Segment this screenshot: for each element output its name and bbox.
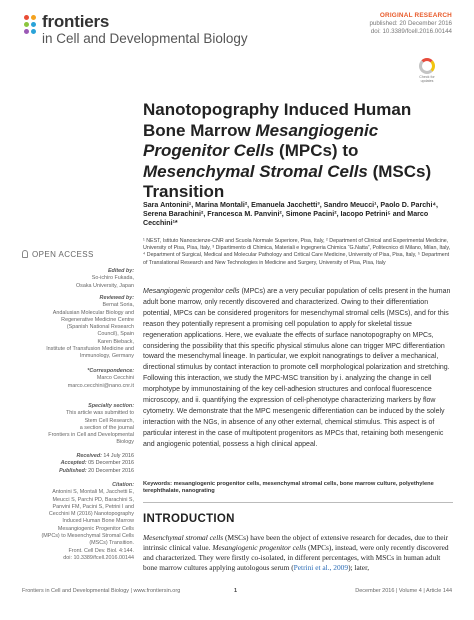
edited-by: Edited by: So-ichiro Fukada, Osaka University, Japan xyxy=(22,268,134,290)
keywords: Keywords: mesangiogenic progenitor cells, mesenchymal stromal cells, bone marrow culture, polyethylene terephthalate, nanograting xyxy=(143,481,434,495)
accepted-date: Accepted: 05 December 2016 xyxy=(60,460,134,467)
footer-issue-info: December 2016 | Volume 4 | Article 144 xyxy=(355,588,452,594)
specialty-section: Specialty section: This article was submitted to Stem Cell Research, a section of the journal Frontiers in Cell and Developmental Biology xyxy=(48,403,134,446)
section-divider xyxy=(143,502,453,503)
citation: Citation: Antonini S, Montali M, Jacchetti E, Meucci S, Parchi PD, Barachini S, Panvini FM, Pacini S, Petrini I and Cecchini M (2016) Nanotopography Induced Human Bone Marrow Mesangiogenic Progenitor Cells (MPCs) to Mesenchymal Stromal Cells (MSCs) Transition. Front. Cell Dev. Biol. 4:144. doi: 10.3389/fcell.2016.00144 xyxy=(22,482,134,562)
received-date: Received: 14 July 2016 xyxy=(76,453,134,459)
crossmark-icon xyxy=(419,58,435,74)
affiliations: ¹ NEST, Istituto Nanoscienze-CNR and Scuola Normale Superiore, Pisa, Italy, ² Department of Clinical and Experimental Medicine, University of Pisa, Pisa, Italy, ³ Dipartimento di Chimica, Materiali e Ingegneria Chimica “G.Natta”, Politecnico di Milano, Milan, Italy, ⁴ Department of Surgical, Medical and Molecular Pathology and Critical Care Medicine, University of Pisa, Pisa, Italy, ⁵ Department of Translational Research and New Technologies in Medicine and Surgery, University of Pisa, Pisa, Italy xyxy=(143,238,451,266)
introduction-heading: INTRODUCTION xyxy=(143,513,235,525)
author-list[interactable]: Sara Antonini¹, Marina Montali², Emanuela Jacchetti³, Sandro Meucci¹, Paolo D. Parchi⁴, Serena Barachini², Francesca M. Panvini², Simone Pacini², Iacopo Petrini⁵ and Marco Cecchini¹* xyxy=(143,201,438,228)
publisher-name: frontiers xyxy=(42,12,110,31)
frontiers-logo-icon xyxy=(22,15,42,43)
abstract: Mesangiogenic progenitor cells (MPCs) are a very peculiar population of cells present in the human adult bone marrow, only recently discovered and characterized. Owing to their differentiation potential, MPCs can be considered progenitors for mesenchymal stromal cells (MSCs), and for this reason they potentially represent a promising cell population to apply for skeletal tissue regeneration applications. Here, we evaluate the effects of surface nanotopography on MPCs, considering the possibility that this specific physical stimulus alone can trigger MPC differentiation toward the mesenchymal lineage. In particular, we exploit nanogratings to deliver a mechanical, directional stimulus by contact interaction to promote cell morphological polarization and stretching. Following this interaction, we study the MPC-MSC transition by i. analyzing the change in cell morphotype by immunostaining of the key cell-adhesion structures and confocal fluorescence microscopy, and ii. quantifying the expression of cell-phenotype characterizing markers by flow cytometry. We demonstrate that the MPC mesengenic differentiation can be induced by the solely interaction with the NGs, in absence of any other external, chemical stimulus. This aspect is of particular interest in the case of multipotent progenitors as MPCs that, retaining both mesengenic and angiogenic potential, possess a high clinical appeal. xyxy=(143,288,451,448)
footer-journal-link[interactable]: Frontiers in Cell and Developmental Biology | www.frontiersin.org xyxy=(22,588,181,594)
introduction-text: Mesenchymal stromal cells (MSCs) have been the object of extensive research for decades, due to their intrinsic clinical value. Mesangiogenic progenitor cells (MPCs), instead, were only recently discovered and characterized. They were firstly co-isolated, in different percentages, with MSCs in human adult bone marrow cultures applying autologous serum (Petrini et al., 2009); later, xyxy=(143,533,449,573)
article-dates xyxy=(22,453,134,475)
citation-text[interactable]: Antonini S, Montali M, Jacchetti E, Meucci S, Parchi PD, Barachini S, Panvini FM, Pacini S, Petrini I and Cecchini M (2016) Nanotopography Induced Human Bone Marrow Mesangiogenic Progenitor Cells (MPCs) to Mesenchymal Stromal Cells (MSCs) Transition. Front. Cell Dev. Biol. 4:144. doi: 10.3389/fcell.2016.00144 xyxy=(41,489,134,561)
correspondence: *Correspondence: Marco Cecchini marco.cecchini@nano.cnr.it xyxy=(22,368,134,390)
article-title: Nanotopography Induced Human Bone Marrow Mesangiogenic Progenitor Cells (MPCs) to Mesenchymal Stromal Cells (MSCs) Transition xyxy=(143,100,432,201)
article-type: ORIGINAL RESEARCH xyxy=(379,12,452,19)
published-date: published: 20 December 2016 xyxy=(369,20,452,27)
editor-name[interactable]: So-ichiro Fukada, Osaka University, Japan xyxy=(75,275,134,289)
published-date-sidebar: Published: 20 December 2016 xyxy=(59,467,134,474)
citation-link[interactable]: Petrini et al., 2009 xyxy=(293,563,349,573)
journal-logo[interactable] xyxy=(22,12,282,52)
correspondence-email[interactable]: Marco Cecchini marco.cecchini@nano.cnr.it xyxy=(67,375,134,389)
reviewer-names[interactable]: Bernat Soria, Andalusian Molecular Biology and Regenerative Medicine Centre (Spanish National Research Council), Spain Karen Bieback, Institute of Transfusion Medicine and Immunology, Germany xyxy=(46,302,134,360)
journal-name: in Cell and Developmental Biology xyxy=(42,31,248,46)
open-lock-icon xyxy=(22,250,28,258)
page-number: 1 xyxy=(234,588,238,594)
open-access-badge: OPEN ACCESS xyxy=(22,250,134,259)
reviewed-by: Reviewed by: Bernat Soria, Andalusian Molecular Biology and Regenerative Medicine Centre (Spanish National Research Council), Spain Karen Bieback, Institute of Transfusion Medicine and Immunology, Germany xyxy=(22,295,134,361)
crossmark-label: Check for updates xyxy=(419,75,435,83)
crossmark-button[interactable] xyxy=(417,58,437,84)
article-meta xyxy=(369,12,452,36)
doi-link[interactable]: doi: 10.3389/fcell.2016.00144 xyxy=(370,28,452,35)
